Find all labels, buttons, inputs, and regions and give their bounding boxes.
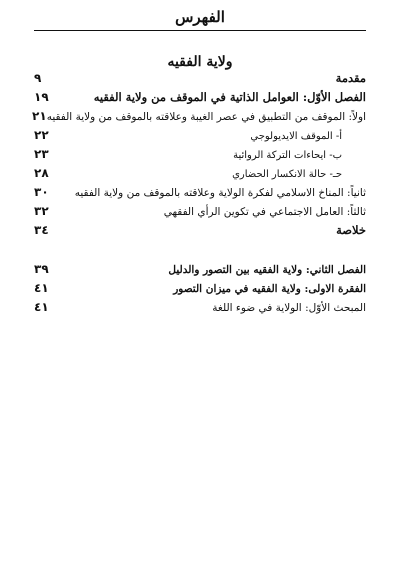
group-spacer [34, 241, 366, 261]
toc-entry-title: ثانياً: المناخ الاسلامي لفكرة الولاية وعلاقته بالموقف من ولاية الفقيه [74, 187, 366, 199]
toc-entry-page-number: ٢٨ [34, 166, 49, 180]
toc-entry-page-number: ٢١ [32, 109, 47, 123]
toc-entry-title: المبحث الأوّل: الولاية في ضوء اللغة [212, 302, 366, 314]
toc-entry [34, 108, 366, 124]
toc-entry [34, 165, 366, 181]
toc-entry [34, 89, 366, 105]
toc-entry-title: ب- ايحاءات التركة الروائية [233, 150, 342, 161]
toc-entry-page-number: ٣٤ [34, 223, 49, 237]
toc-entry-page-number: ٤١ [34, 281, 49, 295]
toc-entry [34, 184, 366, 200]
toc-entry-title: الفصل الأوّل: العوامل الذاتية في الموقف من ولاية الفقيه [93, 90, 366, 104]
toc-entry-title: حـ- حالة الانكسار الحضاري [232, 169, 342, 180]
page-header: الفهرس [34, 8, 366, 31]
toc-entry [34, 280, 366, 296]
table-of-contents [34, 70, 366, 318]
toc-entry-page-number: ٣٩ [34, 262, 49, 276]
toc-entry-title: أ- الموقف الايديولوجي [250, 131, 342, 142]
toc-entry-title: خلاصة [336, 223, 366, 237]
toc-entry [34, 70, 366, 86]
toc-entry-page-number: ٢٢ [34, 128, 49, 142]
toc-entry [34, 222, 366, 238]
toc-entry [34, 127, 366, 143]
toc-group-2 [34, 261, 366, 315]
toc-entry [34, 146, 366, 162]
toc-entry-title: ثالثاً: العامل الاجتماعي في تكوين الرأي الفقهي [163, 206, 366, 218]
toc-entry-page-number: ١٩ [34, 90, 49, 104]
toc-entry [34, 299, 366, 315]
toc-group-1 [34, 70, 366, 238]
toc-entry-page-number: ٩ [34, 71, 42, 85]
toc-entry-page-number: ٣٠ [34, 185, 49, 199]
toc-entry-title: مقدمة [335, 71, 366, 85]
toc-entry-page-number: ٤١ [34, 300, 49, 314]
toc-entry [34, 261, 366, 277]
toc-entry-title: اولاً: الموقف من التطبيق في عصر الغيبة وعلاقته بالموقف من ولاية الفقيه [46, 111, 366, 123]
toc-entry-title: الفصل الثاني: ولاية الفقيه بين التصور والدليل [168, 264, 366, 276]
toc-entry-page-number: ٢٣ [34, 147, 49, 161]
toc-entry-title: الفقرة الاولى: ولاية الفقيه في ميزان التصور [173, 283, 366, 295]
toc-entry [34, 203, 366, 219]
toc-entry-page-number: ٣٢ [34, 204, 49, 218]
book-title: ولاية الفقيه [167, 54, 233, 70]
